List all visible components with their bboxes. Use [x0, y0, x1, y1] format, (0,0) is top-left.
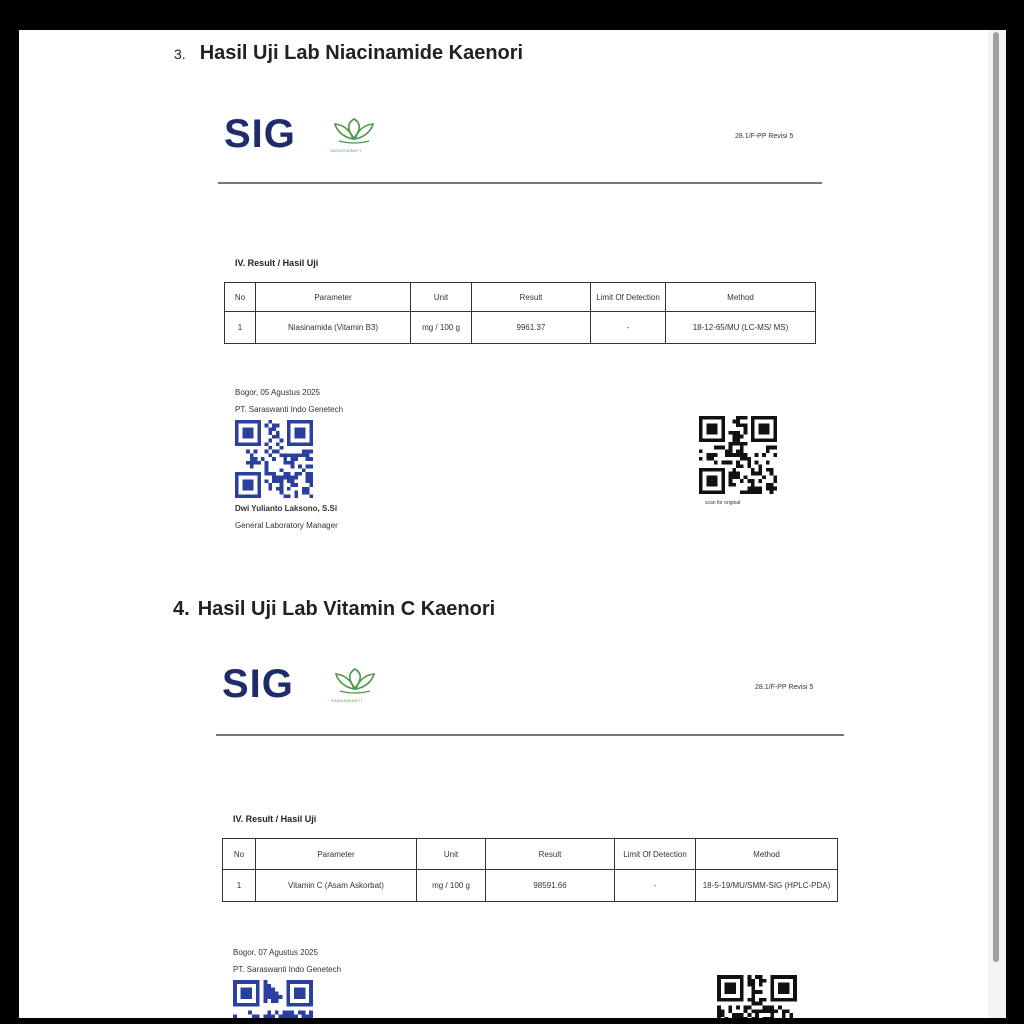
table-cell: 1: [223, 870, 256, 902]
saraswanti-leaf-icon: [329, 118, 379, 146]
brand-name: SARASWANTI: [330, 148, 362, 153]
doc-reference: 28.1/F-PP Revisi 5: [735, 133, 794, 140]
divider: [218, 182, 822, 184]
section-title: Hasil Uji Lab Vitamin C Kaenori: [197, 598, 496, 620]
col-header: Limit Of Detection: [615, 839, 696, 870]
col-header: Method: [696, 839, 838, 870]
section-heading: [173, 598, 495, 621]
col-header: Result: [486, 839, 615, 870]
section-heading: [174, 42, 523, 65]
table-cell: Vitamin C (Asam Askorbat): [256, 870, 417, 902]
doc-reference: 28.1/F-PP Revisi 5: [755, 684, 814, 691]
place-date: Bogor, 07 Agustus 2025: [233, 948, 318, 957]
result-table: [222, 838, 838, 902]
table-cell: 18-12-65/MU (LC-MS/ MS): [666, 312, 816, 344]
table-cell: mg / 100 g: [417, 870, 486, 902]
sig-logo: SIG: [224, 112, 296, 156]
bottom-bar: [0, 1018, 1024, 1024]
table-cell: 9961.37: [472, 312, 591, 344]
table-cell: Niasinamida (Vitamin B3): [256, 312, 411, 344]
table-header-row: [223, 839, 838, 870]
table-row: [223, 870, 838, 902]
company-name: PT. Saraswanti Indo Genetech: [233, 965, 342, 974]
table-cell: mg / 100 g: [411, 312, 472, 344]
saraswanti-leaf-icon: [330, 668, 380, 696]
brand-name: SARASWANTI: [331, 698, 363, 703]
col-header: Unit: [417, 839, 486, 870]
result-heading: IV. Result / Hasil Uji: [233, 814, 317, 824]
col-header: No: [225, 283, 256, 312]
table-cell: 18-5-19/MU/SMM-SIG (HPLC-PDA): [696, 870, 838, 902]
col-header: Method: [666, 283, 816, 312]
divider: [216, 734, 844, 736]
signer-name: Dwi Yulianto Laksono, S.Si: [235, 504, 338, 513]
result-heading: IV. Result / Hasil Uji: [235, 258, 319, 268]
table-cell: 98591.66: [486, 870, 615, 902]
scan-label: scan for original: [705, 500, 741, 506]
table-cell: 1: [225, 312, 256, 344]
col-header: No: [223, 839, 256, 870]
col-header: Limit Of Detection: [591, 283, 666, 312]
section-number: 4.: [173, 598, 190, 620]
sig-logo: SIG: [222, 662, 294, 706]
place-date: Bogor, 05 Agustus 2025: [235, 388, 320, 397]
col-header: Result: [472, 283, 591, 312]
document-page: [19, 30, 1006, 1020]
signer-title: General Laboratory Manager: [235, 521, 338, 530]
table-cell: -: [591, 312, 666, 344]
col-header: Unit: [411, 283, 472, 312]
col-header: Parameter: [256, 283, 411, 312]
result-table: [224, 282, 816, 344]
scrollbar[interactable]: [988, 30, 1006, 1020]
table-row: [225, 312, 816, 344]
section-number: 3.: [174, 46, 186, 62]
company-name: PT. Saraswanti Indo Genetech: [235, 405, 344, 414]
scrollbar-thumb[interactable]: [993, 32, 999, 962]
signature-qr-icon: [233, 980, 313, 1020]
verification-qr-icon: [717, 975, 797, 1020]
table-cell: -: [615, 870, 696, 902]
verification-qr-icon: [699, 416, 777, 494]
table-header-row: [225, 283, 816, 312]
signature-qr-icon: [235, 420, 313, 498]
col-header: Parameter: [256, 839, 417, 870]
section-title: Hasil Uji Lab Niacinamide Kaenori: [199, 42, 524, 64]
